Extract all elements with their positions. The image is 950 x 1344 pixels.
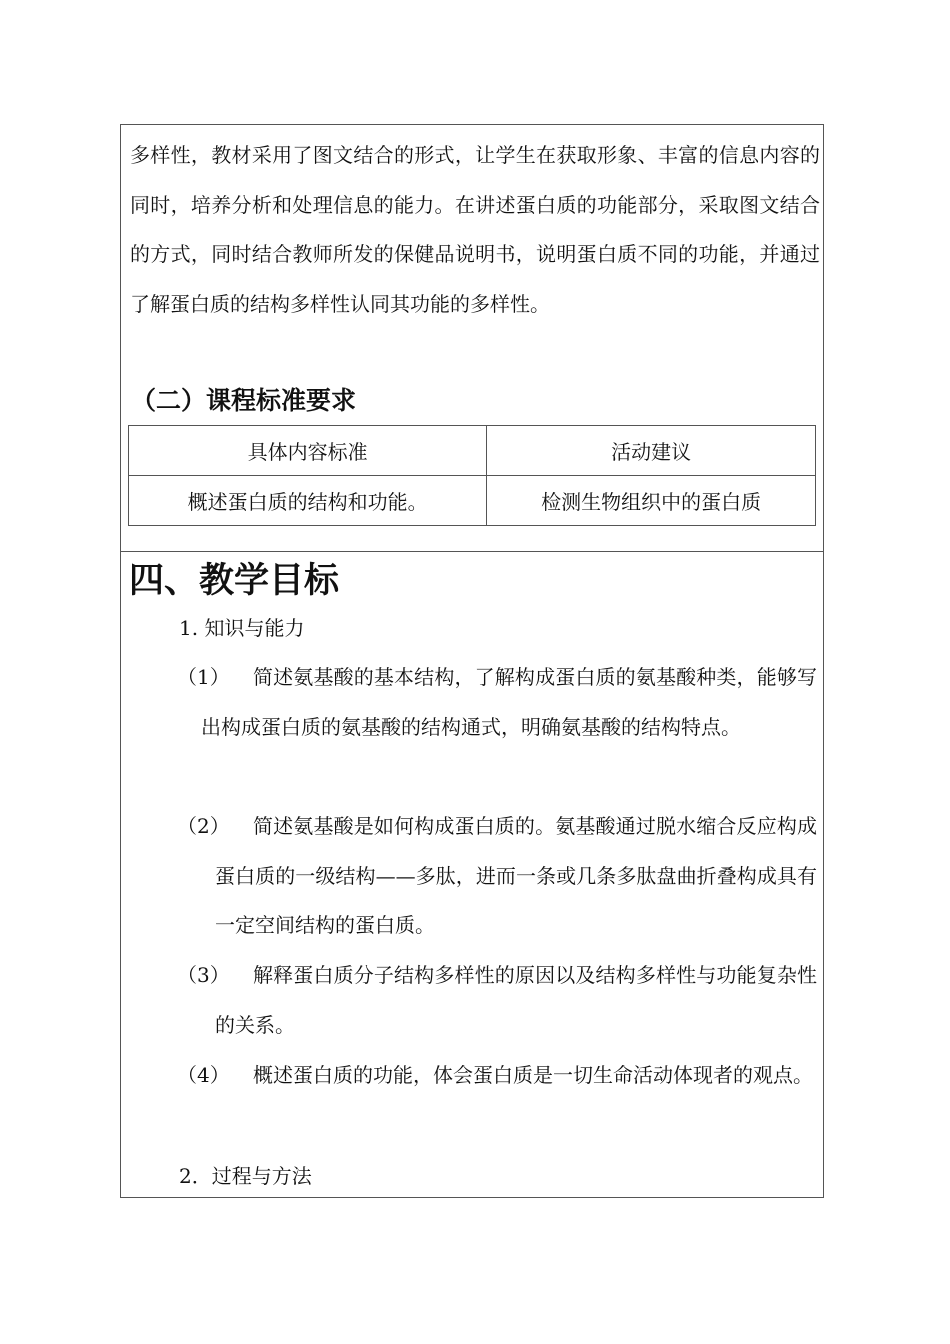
table-row xyxy=(129,476,816,526)
item-text: 概述蛋白质的功能，体会蛋白质是一切生命活动体现者的观点。 xyxy=(253,1063,813,1087)
item-text: 简述氨基酸是如何构成蛋白质的。氨基酸通过脱水缩合反应构成蛋白质的一级结构——多肽，进而一条或几条多肽盘曲折叠构成具有一定空间结构的蛋白质。 xyxy=(215,814,817,938)
item-number: （2） xyxy=(177,814,230,838)
table-cell: 概述蛋白质的结构和功能。 xyxy=(129,476,487,526)
table-cell: 检测生物组织中的蛋白质 xyxy=(487,476,816,526)
item-text: 解释蛋白质分子结构多样性的原因以及结构多样性与功能复杂性的关系。 xyxy=(215,963,817,1037)
table-header-row xyxy=(129,426,816,476)
document-frame xyxy=(120,124,824,1198)
intro-paragraph: 多样性，教材采用了图文结合的形式，让学生在获取形象、丰富的信息内容的同时，培养分析和处理信息的能力。在讲述蛋白质的功能部分，采取图文结合的方式，同时结合教师所发的保健品说明书，说明蛋白质不同的功能，并通过了解蛋白质的结构多样性认同其功能的多样性。 xyxy=(130,143,820,316)
subsection-knowledge: 1. 知识与能力 xyxy=(179,616,305,640)
table-header-cell: 活动建议 xyxy=(487,426,816,476)
objectives-heading: 四、教学目标 xyxy=(129,560,340,601)
item-number: （3） xyxy=(177,963,230,987)
list-item xyxy=(177,653,817,752)
item-number: （1） xyxy=(177,665,230,689)
curriculum-heading: （二）课程标准要求 xyxy=(131,386,357,415)
list-item xyxy=(177,951,817,1050)
standard-table xyxy=(128,425,816,526)
item-number: （4） xyxy=(177,1063,230,1087)
section-divider xyxy=(121,551,823,552)
subsection-process: 2．过程与方法 xyxy=(179,1164,312,1188)
list-item xyxy=(177,802,817,951)
item-text: 简述氨基酸的基本结构，了解构成蛋白质的氨基酸种类，能够写出构成蛋白质的氨基酸的结构通式，明确氨基酸的结构特点。 xyxy=(201,665,817,739)
table-header-cell: 具体内容标准 xyxy=(129,426,487,476)
list-item xyxy=(177,1051,817,1101)
